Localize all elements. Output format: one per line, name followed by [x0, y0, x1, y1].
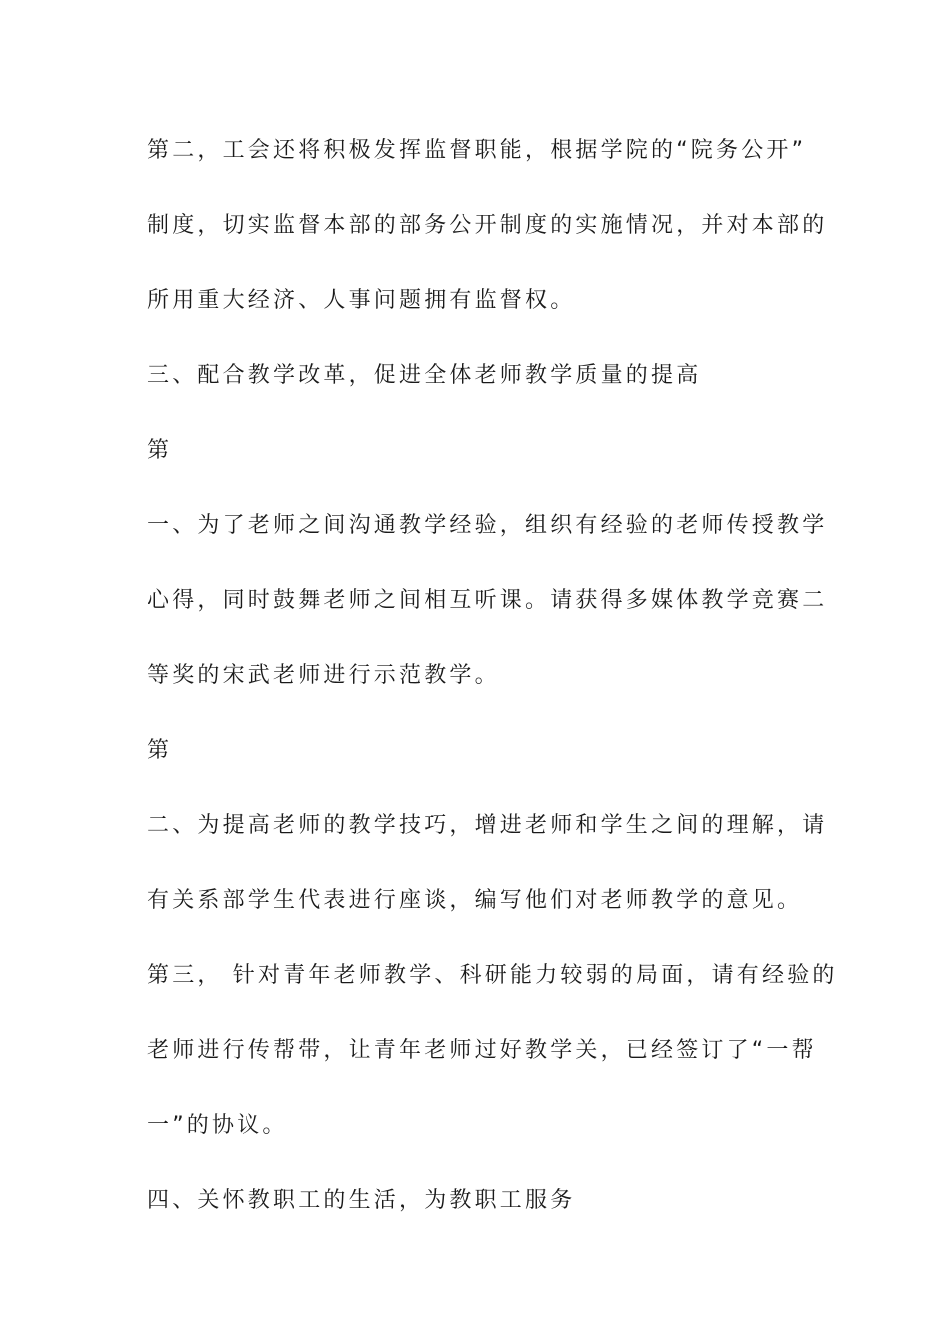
paragraph-line: 一”的协议。 — [147, 1113, 288, 1138]
section-heading: 三、配合教学改革，促进全体老师教学质量的提高 — [147, 363, 702, 388]
paragraph-line: 有关系部学生代表进行座谈，编写他们对老师教学的意见。 — [147, 888, 803, 913]
paragraph-line: 制度，切实监督本部的部务公开制度的实施情况，并对本部的 — [147, 213, 828, 238]
paragraph-line: 二、为提高老师的教学技巧，增进老师和学生之间的理解，请 — [147, 813, 828, 838]
paragraph-line: 老师进行传帮带，让青年老师过好教学关，已经签订了“一帮 — [147, 1038, 817, 1063]
paragraph-line: 第三， 针对青年老师教学、科研能力较弱的局面，请有经验的 — [147, 963, 838, 988]
paragraph-line: 所用重大经济、人事问题拥有监督权。 — [147, 288, 576, 313]
paragraph-line: 第二，工会还将积极发挥监督职能，根据学院的“院务公开” — [147, 138, 807, 163]
paragraph-line: 第 — [147, 738, 173, 763]
paragraph-line: 等奖的宋武老师进行示范教学。 — [147, 663, 500, 688]
paragraph-line: 第 — [147, 438, 173, 463]
paragraph-line: 心得，同时鼓舞老师之间相互听课。请获得多媒体教学竞赛二 — [147, 588, 828, 613]
paragraph-line: 一、为了老师之间沟通教学经验，组织有经验的老师传授教学 — [147, 513, 828, 538]
section-heading: 四、关怀教职工的生活，为教职工服务 — [147, 1188, 576, 1213]
